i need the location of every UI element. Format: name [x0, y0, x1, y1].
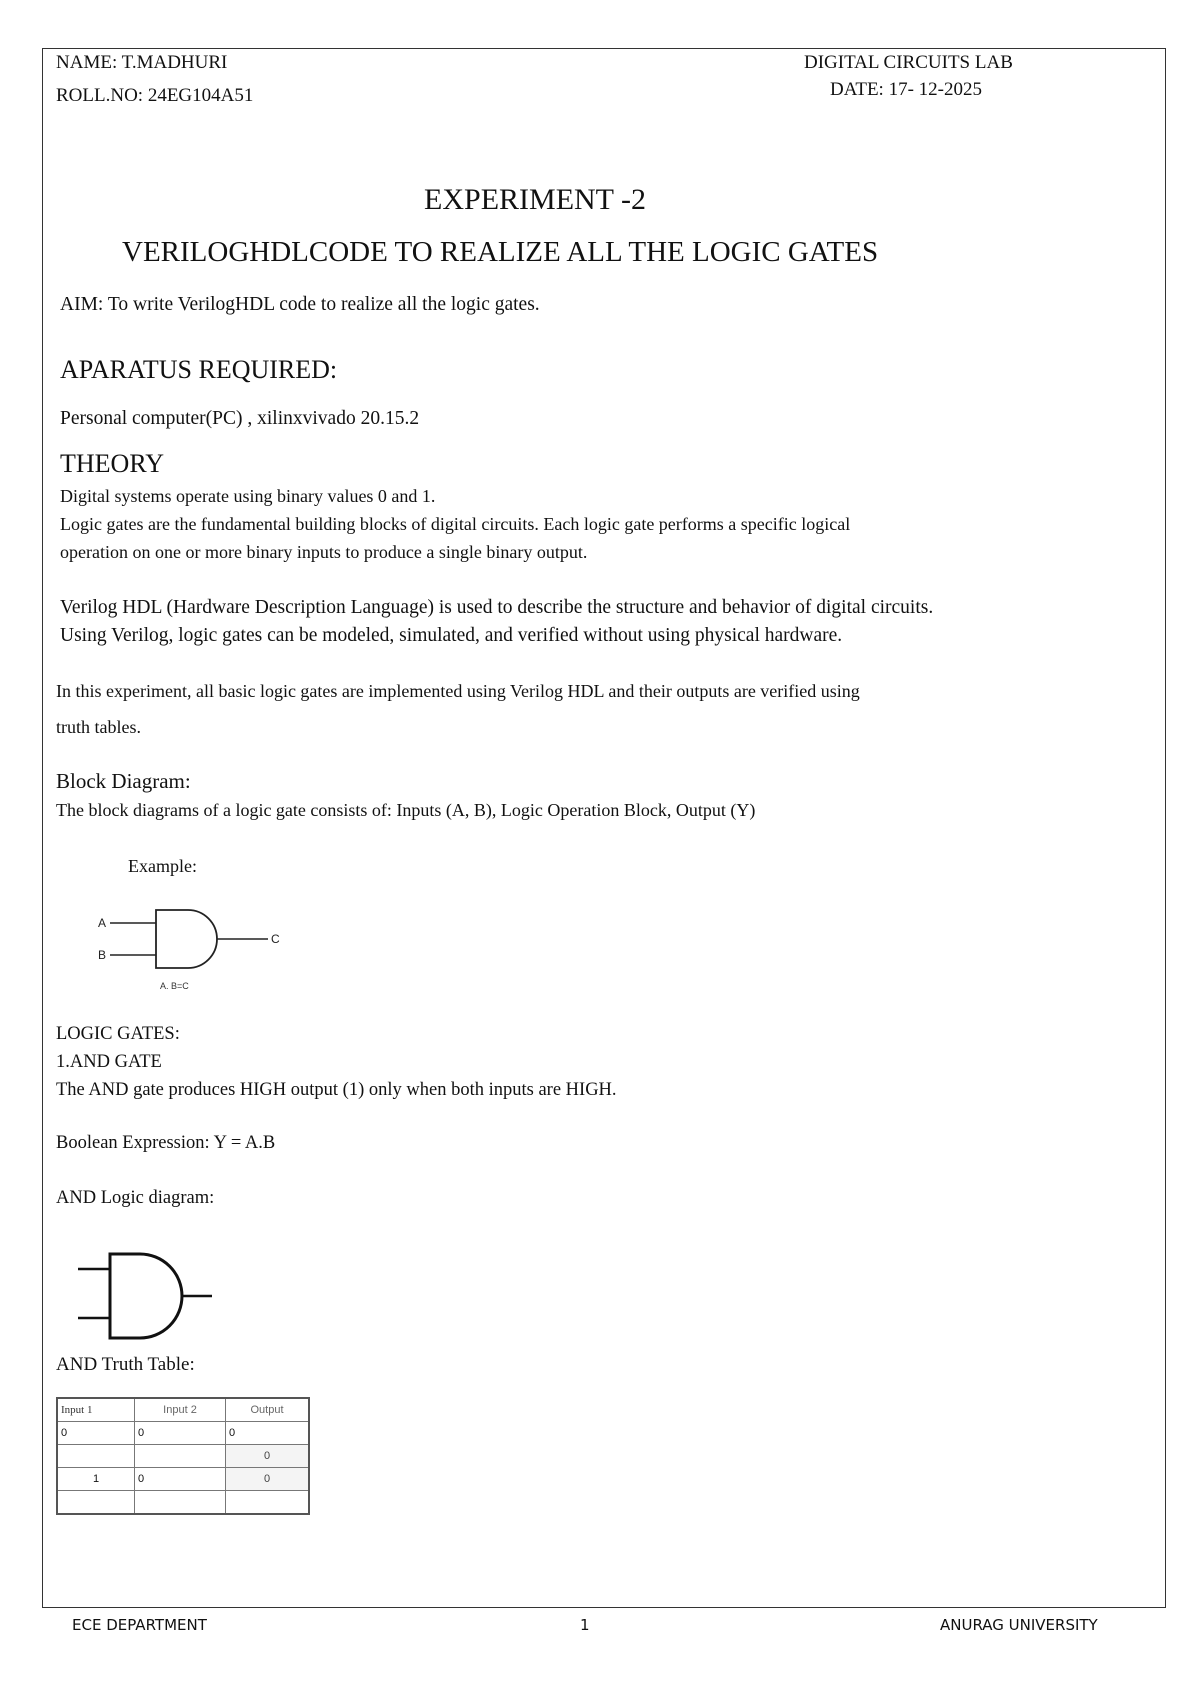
- theory-line-3: operation on one or more binary inputs to produce a single binary output.: [60, 542, 588, 562]
- table-cell: 0: [226, 1422, 310, 1445]
- table-cell: [57, 1445, 135, 1468]
- table-cell: 0: [226, 1445, 310, 1468]
- footer-university: ANURAG UNIVERSITY: [940, 1616, 1098, 1634]
- and-logic-diagram: [70, 1248, 220, 1348]
- table-cell: 0: [226, 1468, 310, 1491]
- table-row: [57, 1468, 309, 1491]
- example-output-c-label: C: [271, 932, 280, 946]
- and-logic-diagram-label: AND Logic diagram:: [56, 1188, 215, 1208]
- and-truth-table-label: AND Truth Table:: [56, 1354, 195, 1375]
- footer-department: ECE DEPARTMENT: [72, 1616, 207, 1634]
- theory-line-2: Logic gates are the fundamental building blocks of digital circuits. Each logic gate performs a specific logical: [60, 514, 851, 534]
- header-input-2: Input 2: [135, 1398, 226, 1422]
- experiment-subtitle: VERILOGHDLCODE TO REALIZE ALL THE LOGIC GATES: [122, 236, 879, 268]
- and-gate-symbol-icon: [110, 1254, 182, 1338]
- and-gate-icon: [156, 910, 217, 968]
- block-diagram-text: The block diagrams of a logic gate consists of: Inputs (A, B), Logic Operation Block, Output (Y): [56, 800, 756, 820]
- theory-line-7: truth tables.: [56, 717, 141, 737]
- date: DATE: 17- 12-2025: [830, 79, 982, 100]
- table-row: [57, 1445, 309, 1468]
- footer-page-number: 1: [580, 1616, 590, 1634]
- table-cell: 1: [57, 1468, 135, 1491]
- table-cell: [135, 1491, 226, 1515]
- table-cell: [226, 1491, 310, 1515]
- header-input-1: Input 1: [57, 1398, 135, 1422]
- example-input-a-label: A: [98, 916, 107, 930]
- table-row: [57, 1422, 309, 1445]
- theory-line-1: Digital systems operate using binary values 0 and 1.: [60, 486, 436, 506]
- example-label: Example:: [128, 856, 197, 876]
- aim-text: AIM: To write VerilogHDL code to realize all the logic gates.: [60, 294, 540, 315]
- example-caption: A. B=C: [160, 981, 189, 991]
- theory-line-4: Verilog HDL (Hardware Description Language) is used to describe the structure and behavior of digital circuits.: [60, 597, 934, 618]
- apparatus-heading: APARATUS REQUIRED:: [60, 355, 338, 384]
- and-gate-heading: 1.AND GATE: [56, 1052, 162, 1072]
- apparatus-text: Personal computer(PC) , xilinxvivado 20.15.2: [60, 408, 420, 429]
- logic-gates-heading: LOGIC GATES:: [56, 1024, 180, 1044]
- table-cell: 0: [135, 1468, 226, 1491]
- example-input-b-label: B: [98, 948, 107, 962]
- table-header-row: [57, 1398, 309, 1422]
- experiment-title: EXPERIMENT -2: [424, 183, 646, 216]
- theory-line-5: Using Verilog, logic gates can be modeled, simulated, and verified without using physical hardware.: [60, 625, 843, 646]
- header-output: Output: [226, 1398, 310, 1422]
- student-name: NAME: T.MADHURI: [56, 52, 228, 73]
- table-cell: 0: [135, 1422, 226, 1445]
- boolean-expression: Boolean Expression: Y = A.B: [56, 1133, 276, 1153]
- table-cell: [135, 1445, 226, 1468]
- block-diagram-heading: Block Diagram:: [56, 769, 191, 793]
- table-cell: [57, 1491, 135, 1515]
- theory-line-6: In this experiment, all basic logic gates are implemented using Verilog HDL and their outputs are verified using: [56, 681, 860, 701]
- lab-name: DIGITAL CIRCUITS LAB: [804, 52, 1013, 73]
- theory-heading: THEORY: [60, 449, 164, 478]
- roll-number: ROLL.NO: 24EG104A51: [56, 85, 254, 106]
- table-row: [57, 1491, 309, 1515]
- and-truth-table: [56, 1397, 310, 1515]
- and-gate-description: The AND gate produces HIGH output (1) only when both inputs are HIGH.: [56, 1080, 617, 1100]
- page-border: [42, 48, 1166, 1608]
- example-and-gate-diagram: [90, 896, 300, 996]
- table-cell: 0: [57, 1422, 135, 1445]
